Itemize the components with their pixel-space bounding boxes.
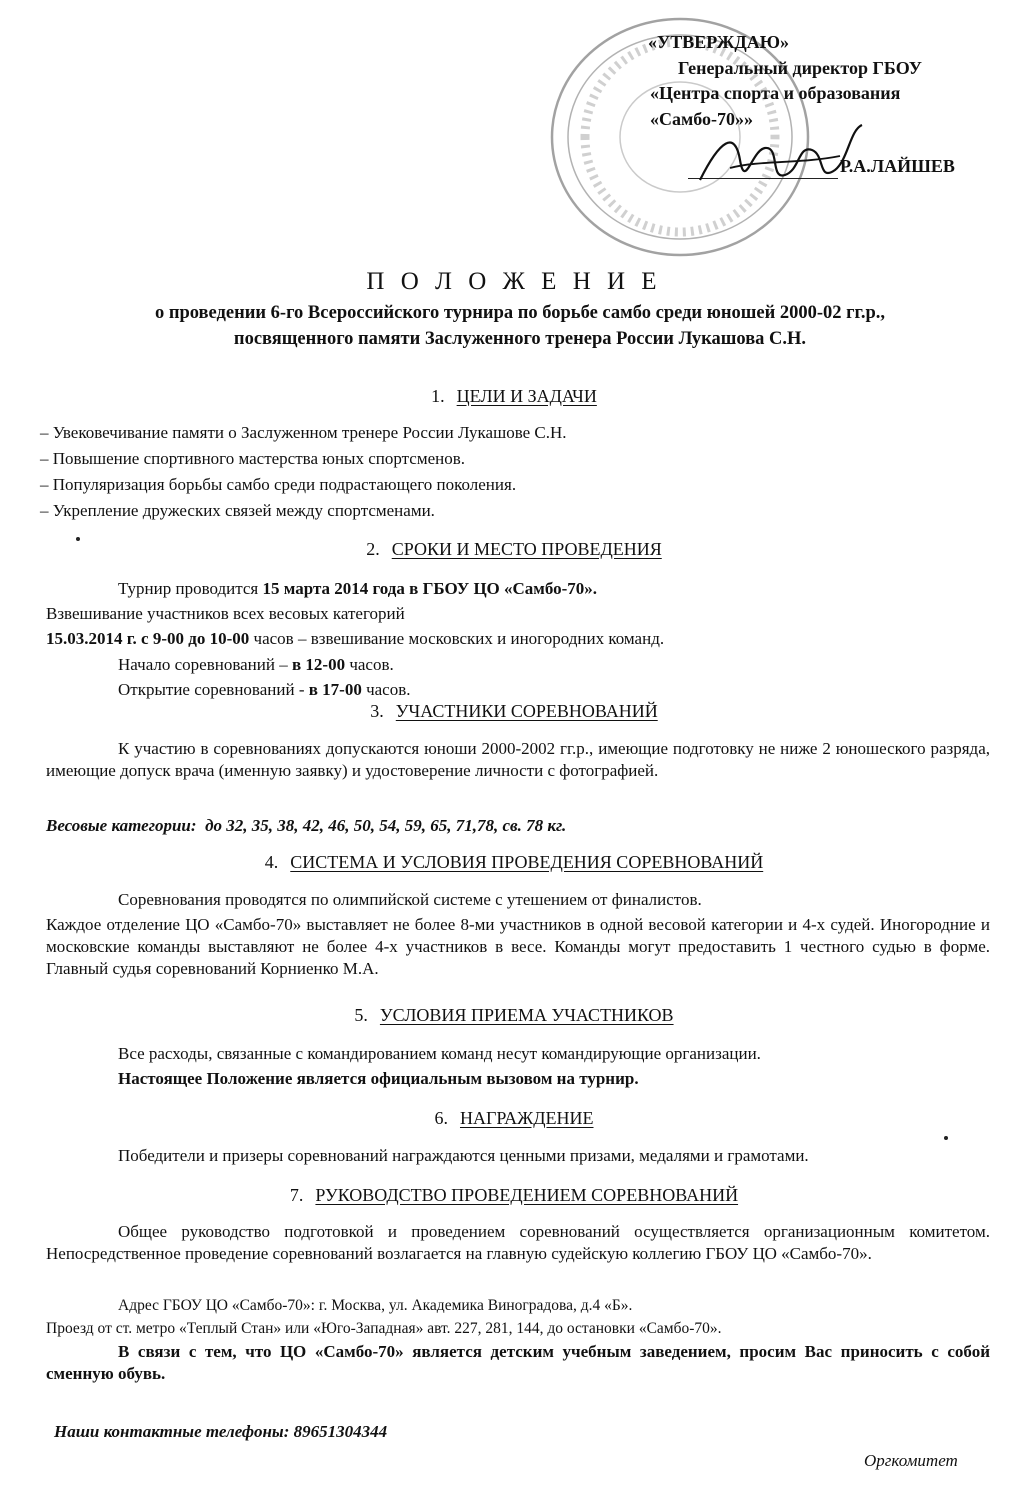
weight-categories-line: Весовые категории: до 32, 35, 38, 42, 46, 50, 54, 59, 65, 71,78, св. 78 кг.	[46, 816, 567, 835]
conditions-paragraph-1: Все расходы, связанные с командированием команд несут командирующие организации.	[118, 1044, 761, 1063]
section-4-heading: 4. СИСТЕМА И УСЛОВИЯ ПРОВЕДЕНИЯ СОРЕВНОВАНИЙ	[264, 852, 764, 872]
start-time-line: Начало соревнований – в 12-00 часов.	[118, 655, 394, 674]
address-line: Адрес ГБОУ ЦО «Самбо-70»: г. Москва, ул. Академика Виноградова, д.4 «Б».	[118, 1297, 633, 1314]
approval-organization-name: «Самбо-70»»	[650, 108, 754, 129]
section-3-heading: 3. УЧАСТНИКИ СОРЕВНОВАНИЙ	[370, 701, 658, 721]
document-title: П О Л О Ж Е Н И Е	[366, 268, 662, 295]
subtitle-line-1: о проведении 6-го Всероссийского турнира по борьбе самбо среди юношей 2000-02 гг.р.,	[154, 303, 886, 323]
awards-paragraph: Победители и призеры соревнований награждаются ценными призами, медалями и грамотами.	[118, 1146, 809, 1165]
document-subtitle	[20, 300, 1020, 353]
ink-speck	[944, 1136, 948, 1140]
goal-item: – Увековечивание памяти о Заслуженном тренере России Лукашове С.Н.	[40, 423, 567, 442]
system-paragraph-1: Соревнования проводятся по олимпийской системе с утешением от финалистов.	[118, 890, 702, 909]
approval-position: Генеральный директор ГБОУ	[678, 57, 922, 78]
goal-item: – Укрепление дружеских связей между спортсменами.	[40, 501, 435, 520]
shoes-notice: В связи с тем, что ЦО «Самбо-70» является детским учебным заведением, просим Вас приносить с собой сменную обувь.	[46, 1342, 990, 1383]
goal-item: – Повышение спортивного мастерства юных спортсменов.	[40, 449, 465, 468]
section-6-heading: 6. НАГРАЖДЕНИЕ	[434, 1108, 594, 1128]
contact-phones: Наши контактные телефоны: 89651304344	[54, 1422, 388, 1441]
management-paragraph: Общее руководство подготовкой и проведением соревнований осуществляется организационным комитетом. Непосредственное проведение соревнований возлагается на главную судейскую коллегию ГБОУ ЦО «Самбо-70».	[46, 1222, 990, 1263]
section-5-heading: 5. УСЛОВИЯ ПРИЕМА УЧАСТНИКОВ	[354, 1005, 674, 1025]
route-line: Проезд от ст. метро «Теплый Стан» или «Юго-Западная» авт. 227, 281, 144, до остановки «Самбо-70».	[46, 1320, 722, 1337]
subtitle-line-2: посвященного памяти Заслуженного тренера России Лукашова С.Н.	[233, 329, 807, 350]
goal-item: – Популяризация борьбы самбо среди подрастающего поколения.	[40, 475, 517, 494]
weighing-line: Взвешивание участников всех весовых категорий	[46, 604, 405, 623]
section-1-heading: 1. ЦЕЛИ И ЗАДАЧИ	[431, 386, 597, 406]
approval-heading: «УТВЕРЖДАЮ»	[648, 32, 790, 52]
approval-organization: «Центра спорта и образования	[650, 83, 901, 104]
signoff: Оргкомитет	[864, 1451, 958, 1470]
conditions-paragraph-2: Настоящее Положение является официальным вызовом на турнир.	[118, 1069, 639, 1088]
section-2-heading: 2. СРОКИ И МЕСТО ПРОВЕДЕНИЯ	[366, 539, 662, 559]
participants-paragraph: К участию в соревнованиях допускаются юноши 2000-2002 гг.р., имеющие подготовку не ниже 2 юношеского разряда, имеющие допуск врача (именную заявку) и удостоверение личности с фотографией.	[46, 739, 990, 780]
tournament-date-line: Турнир проводится 15 марта 2014 года в ГБОУ ЦО «Самбо-70».	[118, 579, 598, 598]
system-paragraph-2: Каждое отделение ЦО «Самбо-70» выставляет не более 8-ми участников в одной весовой категории и 4-х судей. Иногородние и московские команды выставляют не более 4-х участников в весе. Команды могут предоставить 1 честного судью в форме. Главный судья соревнований Корниенко М.А.	[46, 915, 990, 978]
section-7-heading: 7. РУКОВОДСТВО ПРОВЕДЕНИЕМ СОРЕВНОВАНИЙ	[289, 1185, 739, 1205]
opening-time-line: Открытие соревнований - в 17-00 часов.	[118, 680, 411, 699]
handwritten-signature	[690, 120, 880, 210]
approval-signer: Р.А.ЛАЙШЕВ	[840, 156, 955, 177]
weighing-time-line: 15.03.2014 г. с 9-00 до 10-00 часов – взвешивание московских и иногородних команд.	[46, 629, 665, 648]
